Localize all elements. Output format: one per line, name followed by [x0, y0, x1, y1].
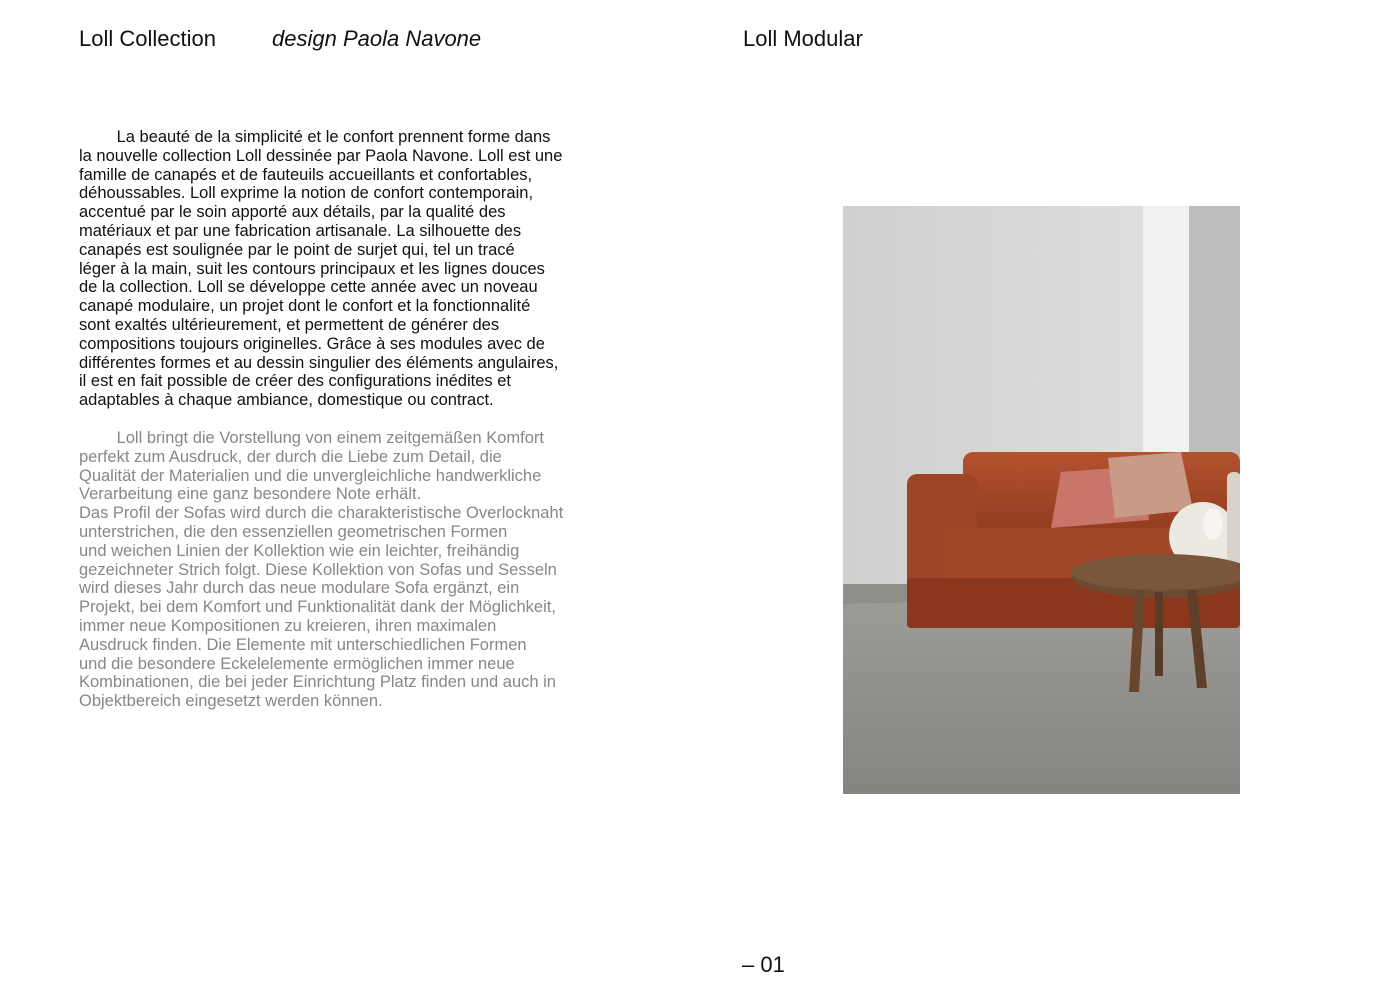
- sofa-illustration: [843, 206, 1240, 794]
- designer-credit: design Paola Navone: [272, 26, 482, 51]
- sofa-photo: [843, 206, 1240, 794]
- section-title: Loll Modular: [743, 26, 863, 51]
- german-description: Loll bringt die Vorstellung von einem zeitgemäßen Komfort perfekt zum Ausdruck, der durch die Liebe zum Detail, die Qualität der Materialien und die unvergleichliche handwerkliche Verarbeitung eine ganz besondere Note erhält. Das Profil der Sofas wird durch die charakteristische Overlocknaht unterstrichen, die den essenziellen geometrischen Formen und weichen Linien der Kollektion wie ein leichter, freihändig gezeichneter Strich folgt. Diese Kollektion von Sofas und Sesseln wird dieses Jahr durch das neue modulare Sofa ergänzt, ein Projekt, bei dem Komfort und Funktionalität dank der Möglichkeit, immer neue Kompositionen zu kreieren, ihren maximalen Ausdruck finden. Die Elemente mit unterschiedlichen Formen und die besondere Eckelelemente ermöglichen immer neue Kombinationen, die bei jeder Einrichtung Platz finden und auch in Objektbereich eingesetzt werden können.: [79, 429, 564, 711]
- page-number: – 01: [742, 952, 785, 977]
- french-description: La beauté de la simplicité et le confort prennent forme dans la nouvelle collection Loll dessinée par Paola Navone. Loll est une famille de canapés et de fauteuils accueillants et confortables, déhoussables. Loll exprime la notion de confort contemporain, accentué par le soin apporté aux détails, par la qualité des matériaux et par une fabrication artisanale. La silhouette des canapés est soulignée par le point de surjet qui, tel un tracé léger à la main, suit les contours principaux et les lignes douces de la collection. Loll se développe cette année avec un noveau canapé modulaire, un projet dont le confort et la fonctionnalité sont exaltés ultérieurement, et permettent de générer des compositions toujours originelles. Grâce à ses modules avec de différentes formes et au dessin singulier des éléments angulaires, il est en fait possible de créer des configurations inédites et adaptables à chaque ambiance, domestique ou contract.: [79, 128, 563, 410]
- collection-title: Loll Collection: [79, 26, 216, 51]
